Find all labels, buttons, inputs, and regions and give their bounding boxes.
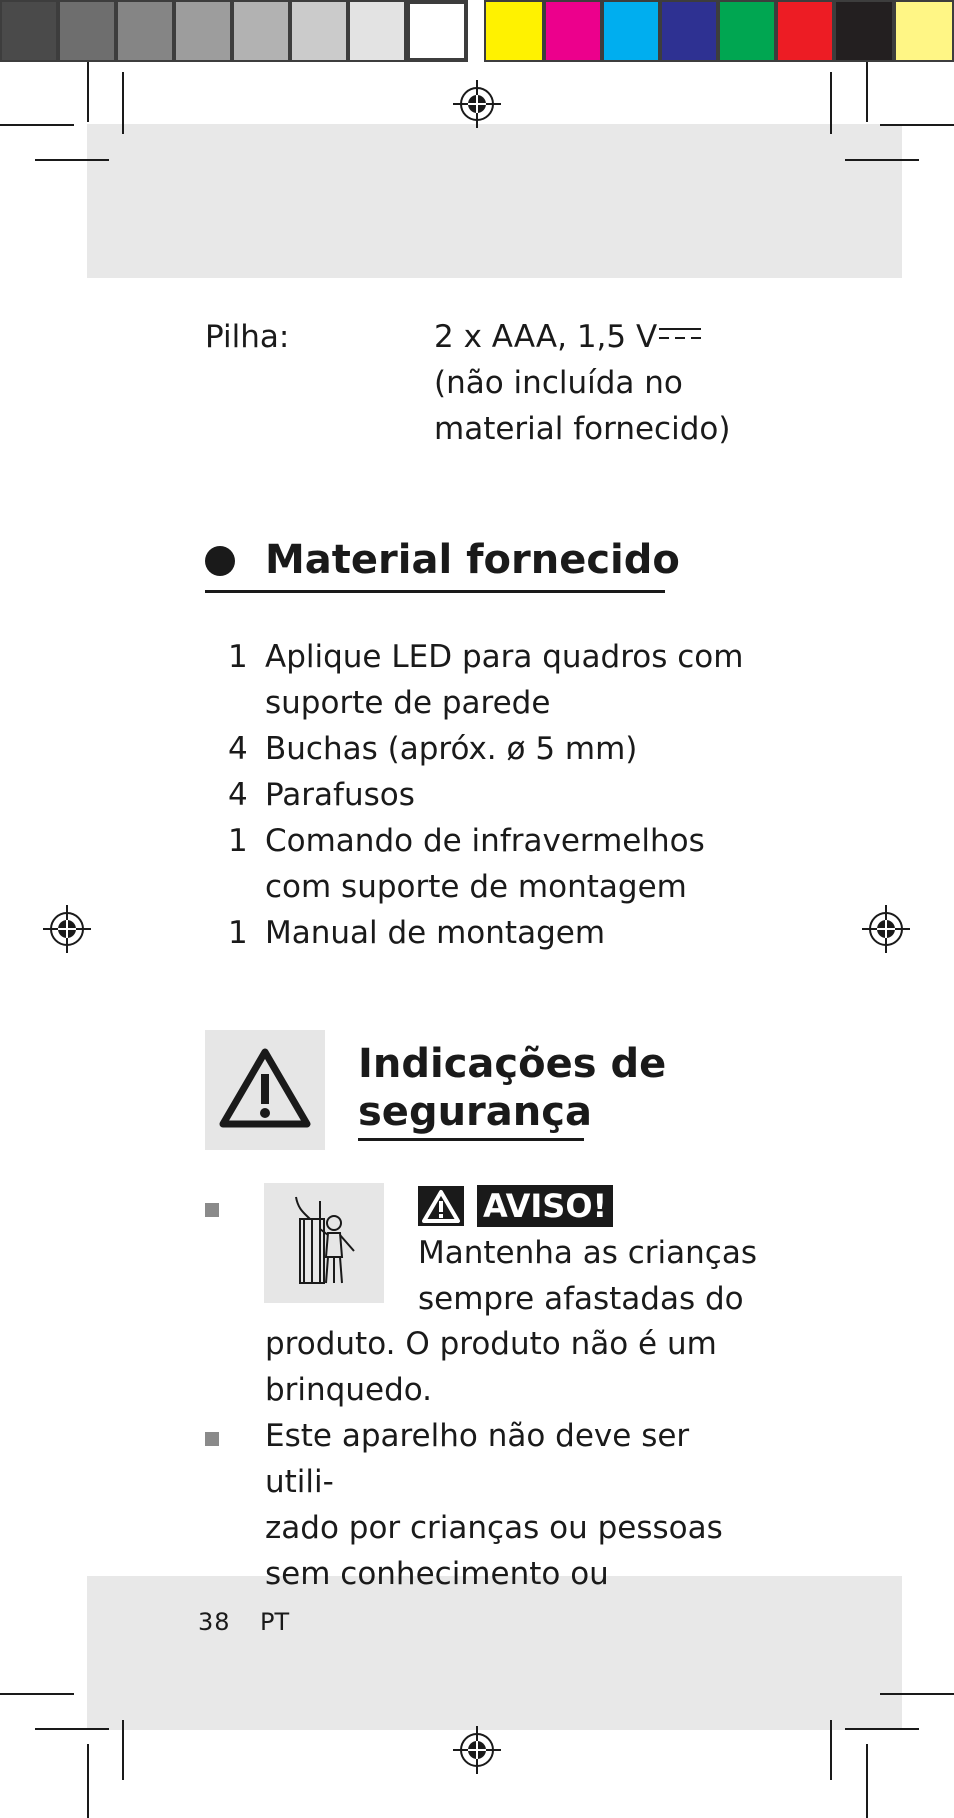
gray-swatch-2 bbox=[58, 0, 116, 62]
paragraph-line: Este aparelho não deve ser utili- bbox=[265, 1418, 690, 1500]
crop-mark bbox=[830, 1720, 832, 1780]
square-bullet-icon bbox=[205, 1432, 219, 1446]
spec-value-line-2: (não incluída no bbox=[434, 365, 683, 401]
paragraph-line: brinquedo. bbox=[265, 1372, 433, 1408]
gray-swatch-1 bbox=[0, 0, 58, 62]
crop-mark bbox=[880, 1693, 954, 1695]
child-warning-icon-box bbox=[264, 1183, 384, 1303]
direct-current-icon bbox=[659, 325, 701, 343]
safety-icon-box bbox=[205, 1030, 325, 1150]
item-text-line: com suporte de montagem bbox=[265, 869, 687, 905]
item-text bbox=[265, 818, 748, 910]
gray-swatch-7 bbox=[348, 0, 406, 62]
crop-mark bbox=[35, 159, 109, 161]
section-title-line: Indicações de bbox=[358, 1041, 667, 1087]
crop-mark bbox=[87, 1744, 89, 1818]
registration-mark-icon bbox=[453, 80, 501, 128]
section-title-material: Material fornecido bbox=[265, 537, 680, 583]
list-item bbox=[228, 726, 748, 772]
item-text bbox=[265, 726, 748, 772]
aviso-label: AVISO! bbox=[477, 1185, 613, 1227]
item-text bbox=[265, 910, 748, 956]
supplied-items-list bbox=[228, 634, 748, 956]
item-text-line: Buchas (apróx. ø 5 mm) bbox=[265, 731, 638, 767]
gray-swatch-4 bbox=[174, 0, 232, 62]
square-bullet-icon bbox=[205, 1203, 219, 1217]
crop-mark bbox=[35, 1728, 109, 1730]
warning-paragraph-part2 bbox=[265, 1321, 745, 1413]
item-text bbox=[265, 634, 748, 726]
paragraph-line: Mantenha as crianças bbox=[418, 1235, 758, 1271]
gray-swatch-5 bbox=[232, 0, 290, 62]
crop-mark bbox=[830, 72, 832, 134]
crop-mark bbox=[0, 124, 74, 126]
item-text-line: Comando de infravermelhos bbox=[265, 823, 705, 859]
item-quantity: 1 bbox=[228, 639, 248, 675]
registration-mark-icon bbox=[862, 905, 910, 953]
crop-mark bbox=[122, 1720, 124, 1780]
list-item bbox=[228, 634, 748, 726]
list-item bbox=[228, 818, 748, 910]
item-quantity: 4 bbox=[228, 777, 248, 813]
gray-swatch-3 bbox=[116, 0, 174, 62]
registration-mark-icon bbox=[453, 1726, 501, 1774]
spec-value-battery: 2 x AAA, 1,5 V bbox=[434, 319, 658, 355]
item-quantity: 1 bbox=[228, 823, 248, 859]
crop-mark bbox=[866, 1744, 868, 1818]
yellow-swatch bbox=[484, 0, 544, 62]
item-quantity: 4 bbox=[228, 731, 248, 767]
list-item bbox=[228, 910, 748, 956]
section-title-line: segurança bbox=[358, 1089, 592, 1135]
page-language: PT bbox=[260, 1608, 290, 1636]
crop-mark bbox=[87, 62, 89, 122]
crop-mark bbox=[845, 159, 919, 161]
crop-mark bbox=[0, 1693, 74, 1695]
gray-swatch-6 bbox=[290, 0, 348, 62]
footer-panel bbox=[87, 1576, 902, 1730]
blue-swatch bbox=[660, 0, 718, 62]
section-title-safety bbox=[358, 1040, 738, 1136]
section-bullet-icon bbox=[205, 546, 235, 576]
paragraph-line: zado por crianças ou pessoas bbox=[265, 1510, 723, 1546]
item-text-line: Parafusos bbox=[265, 777, 415, 813]
warning-paragraph-part1 bbox=[418, 1230, 758, 1322]
item-text-line: suporte de parede bbox=[265, 685, 551, 721]
green-swatch bbox=[718, 0, 776, 62]
spec-value-line-1 bbox=[434, 314, 764, 360]
black-swatch bbox=[834, 0, 894, 62]
paragraph-line: sempre afastadas do bbox=[418, 1281, 744, 1317]
section-title-underline bbox=[205, 590, 665, 593]
spec-label: Pilha: bbox=[205, 319, 290, 355]
list-item bbox=[228, 772, 748, 818]
section-title-underline bbox=[358, 1138, 584, 1141]
item-quantity: 1 bbox=[228, 915, 248, 951]
item-text-line: Manual de montagem bbox=[265, 915, 606, 951]
crop-mark bbox=[845, 1728, 919, 1730]
child-with-cord-icon bbox=[264, 1183, 384, 1303]
light-yellow-swatch bbox=[894, 0, 954, 62]
spec-values bbox=[434, 314, 764, 452]
crop-mark bbox=[122, 72, 124, 134]
crop-mark bbox=[866, 62, 868, 122]
page-number: 38 bbox=[198, 1608, 231, 1636]
paragraph-line: produto. O produto não é um bbox=[265, 1326, 717, 1362]
item-text bbox=[265, 772, 748, 818]
warning-triangle-icon bbox=[205, 1030, 325, 1150]
magenta-swatch bbox=[544, 0, 602, 62]
paragraph-line: sem conhecimento ou bbox=[265, 1556, 609, 1592]
header-panel bbox=[87, 124, 902, 278]
cyan-swatch bbox=[602, 0, 660, 62]
registration-mark-icon bbox=[43, 905, 91, 953]
safety-paragraph-2 bbox=[265, 1413, 745, 1597]
item-text-line: Aplique LED para quadros com bbox=[265, 639, 744, 675]
red-swatch bbox=[776, 0, 834, 62]
aviso-warning-icon bbox=[418, 1186, 464, 1226]
spec-value-line-3: material fornecido) bbox=[434, 411, 731, 447]
crop-mark bbox=[880, 124, 954, 126]
gray-swatch-8 bbox=[406, 0, 468, 62]
